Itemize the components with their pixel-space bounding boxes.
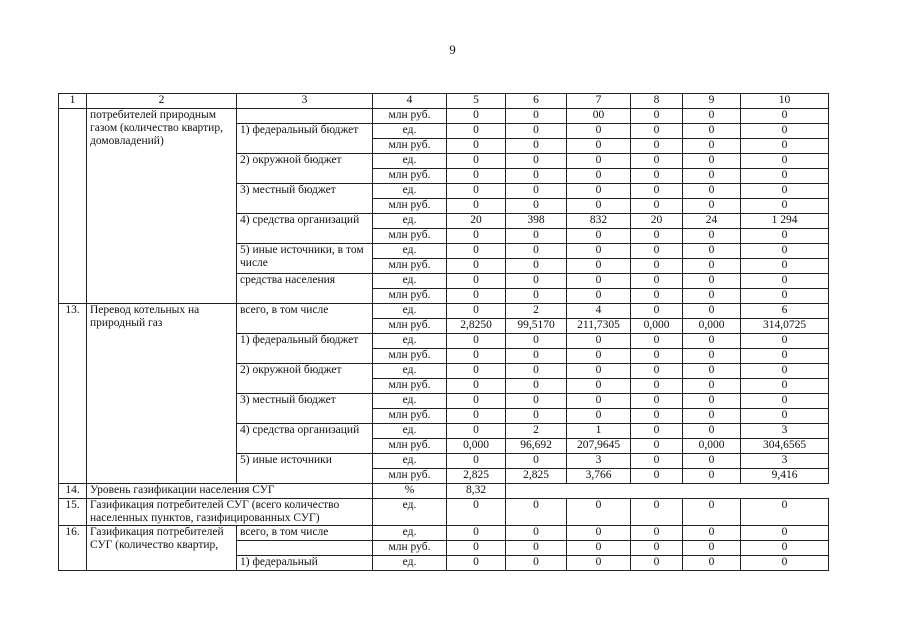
value-cell: 0 bbox=[741, 364, 829, 379]
value-cell: 0 bbox=[683, 109, 741, 124]
header-row bbox=[59, 94, 829, 109]
value-cell: 0 bbox=[567, 244, 631, 259]
value-cell: 0 bbox=[567, 526, 631, 541]
unit-cell: млн руб. bbox=[373, 109, 447, 124]
value-cell: 0 bbox=[567, 169, 631, 184]
value-cell: 0 bbox=[741, 556, 829, 571]
value-cell: 0 bbox=[683, 334, 741, 349]
column-header-5: 5 bbox=[447, 94, 506, 109]
value-cell: 0 bbox=[506, 541, 567, 556]
unit-cell: ед. bbox=[373, 556, 447, 571]
unit-cell: ед. bbox=[373, 214, 447, 229]
value-cell: 0 bbox=[567, 259, 631, 274]
value-cell: 0,000 bbox=[683, 319, 741, 334]
row-number: 14. bbox=[59, 484, 87, 499]
value-cell: 0 bbox=[506, 109, 567, 124]
value-cell: 832 bbox=[567, 214, 631, 229]
value-cell: 0 bbox=[506, 454, 567, 469]
row-number: 16. bbox=[59, 526, 87, 571]
table-row bbox=[59, 109, 829, 124]
unit-cell: млн руб. bbox=[373, 229, 447, 244]
value-cell: 0 bbox=[447, 274, 506, 289]
value-cell: 0 bbox=[567, 199, 631, 214]
unit-cell: млн руб. bbox=[373, 139, 447, 154]
unit-cell: ед. bbox=[373, 499, 447, 526]
value-cell: 0 bbox=[631, 424, 683, 439]
value-cell: 0 bbox=[567, 499, 631, 526]
value-cell: 0 bbox=[631, 364, 683, 379]
value-cell: 0 bbox=[506, 274, 567, 289]
value-cell: 0 bbox=[447, 124, 506, 139]
value-cell: 0 bbox=[506, 364, 567, 379]
value-cell: 0 bbox=[631, 139, 683, 154]
value-cell: 0 bbox=[447, 394, 506, 409]
unit-cell: млн руб. bbox=[373, 259, 447, 274]
value-cell: 0 bbox=[631, 394, 683, 409]
value-cell: 0 bbox=[683, 394, 741, 409]
value-cell: 0 bbox=[506, 394, 567, 409]
value-cell: 0 bbox=[741, 379, 829, 394]
value-cell: 0 bbox=[683, 169, 741, 184]
funding-source: 1) федеральный бюджет bbox=[237, 334, 373, 364]
value-cell: 0 bbox=[506, 259, 567, 274]
value-cell: 0 bbox=[631, 199, 683, 214]
value-cell: 0,000 bbox=[631, 319, 683, 334]
value-cell: 0 bbox=[683, 499, 741, 526]
column-header-9: 9 bbox=[683, 94, 741, 109]
value-cell: 0 bbox=[506, 199, 567, 214]
table-row bbox=[59, 499, 829, 526]
value-cell: 0 bbox=[506, 229, 567, 244]
value-cell: 0 bbox=[447, 229, 506, 244]
value-cell: 0 bbox=[683, 244, 741, 259]
unit-cell: ед. bbox=[373, 124, 447, 139]
value-cell: 0 bbox=[683, 556, 741, 571]
funding-source bbox=[237, 109, 373, 124]
value-cell: 0 bbox=[506, 556, 567, 571]
funding-source: 1) федеральный bbox=[237, 556, 373, 571]
column-header-8: 8 bbox=[631, 94, 683, 109]
value-cell: 0 bbox=[447, 109, 506, 124]
value-cell: 0 bbox=[631, 154, 683, 169]
value-cell: 0 bbox=[741, 541, 829, 556]
value-cell: 0 bbox=[447, 154, 506, 169]
value-cell: 0 bbox=[447, 364, 506, 379]
funding-source: 3) местный бюджет bbox=[237, 394, 373, 424]
value-cell: 0 bbox=[506, 499, 567, 526]
funding-source: 5) иные источники bbox=[237, 454, 373, 484]
value-cell: 2,825 bbox=[506, 469, 567, 484]
value-cell: 0 bbox=[741, 199, 829, 214]
row-indicator-name: Уровень газификации населения СУГ bbox=[87, 484, 373, 499]
value-cell: 0 bbox=[741, 526, 829, 541]
value-cell: 0 bbox=[506, 379, 567, 394]
value-cell: 3 bbox=[741, 424, 829, 439]
value-cell: 0 bbox=[741, 154, 829, 169]
value-cell: 0 bbox=[506, 169, 567, 184]
value-cell: 0 bbox=[683, 289, 741, 304]
value-cell: 0 bbox=[631, 229, 683, 244]
column-header-4: 4 bbox=[373, 94, 447, 109]
value-cell: 0 bbox=[683, 469, 741, 484]
value-cell: 0 bbox=[506, 409, 567, 424]
value-cell: 0 bbox=[631, 124, 683, 139]
unit-cell: млн руб. bbox=[373, 541, 447, 556]
funding-source: 1) федеральный бюджет bbox=[237, 124, 373, 154]
value-cell: 0 bbox=[683, 379, 741, 394]
unit-cell: ед. bbox=[373, 334, 447, 349]
value-cell: 0 bbox=[631, 454, 683, 469]
value-cell: 0 bbox=[741, 244, 829, 259]
unit-cell: ед. bbox=[373, 184, 447, 199]
value-cell: 0 bbox=[631, 541, 683, 556]
value-cell: 0 bbox=[447, 349, 506, 364]
value-cell: 0 bbox=[683, 424, 741, 439]
unit-cell: млн руб. bbox=[373, 319, 447, 334]
value-cell: 0 bbox=[447, 541, 506, 556]
value-cell: 0 bbox=[506, 124, 567, 139]
value-cell: 20 bbox=[447, 214, 506, 229]
value-cell: 0 bbox=[683, 349, 741, 364]
value-cell: 0 bbox=[447, 334, 506, 349]
value-cell: 96,692 bbox=[506, 439, 567, 454]
value-cell: 0 bbox=[447, 304, 506, 319]
unit-cell: ед. bbox=[373, 154, 447, 169]
value-cell: 2 bbox=[506, 304, 567, 319]
unit-cell: ед. bbox=[373, 454, 447, 469]
unit-cell: ед. bbox=[373, 526, 447, 541]
value-cell: 1 bbox=[567, 424, 631, 439]
column-header-10: 10 bbox=[741, 94, 829, 109]
value-cell: 0 bbox=[631, 259, 683, 274]
value-cell: 0 bbox=[741, 334, 829, 349]
funding-source: всего, в том числе bbox=[237, 304, 373, 334]
value-cell: 4 bbox=[567, 304, 631, 319]
unit-cell: ед. bbox=[373, 424, 447, 439]
value-cell: 0 bbox=[683, 454, 741, 469]
value-cell: 0 bbox=[741, 499, 829, 526]
page-number: 9 bbox=[449, 42, 456, 57]
value-cell: 0 bbox=[567, 139, 631, 154]
value-cell: 0 bbox=[741, 289, 829, 304]
unit-cell: ед. bbox=[373, 394, 447, 409]
table-row bbox=[59, 526, 829, 541]
column-header-6: 6 bbox=[506, 94, 567, 109]
value-cell: 0 bbox=[631, 184, 683, 199]
value-cell: 398 bbox=[506, 214, 567, 229]
value-cell: 0 bbox=[567, 394, 631, 409]
row-indicator-name: Газификация потребителей СУГ (количество квартир, bbox=[87, 526, 237, 571]
row-number: 13. bbox=[59, 304, 87, 484]
value-cell: 0 bbox=[741, 349, 829, 364]
value-cell: 207,9645 bbox=[567, 439, 631, 454]
column-header-7: 7 bbox=[567, 94, 631, 109]
value-cell: 0 bbox=[506, 349, 567, 364]
unit-cell: млн руб. bbox=[373, 289, 447, 304]
funding-source: 5) иные источники, в том числе bbox=[237, 244, 373, 274]
value-cell: 0 bbox=[631, 274, 683, 289]
value-cell: 0 bbox=[683, 154, 741, 169]
row-indicator-name: Перевод котельных на природный газ bbox=[87, 304, 237, 484]
value-cell: 0 bbox=[631, 556, 683, 571]
unit-cell: млн руб. bbox=[373, 409, 447, 424]
value-cell: 0 bbox=[567, 409, 631, 424]
value-cell: 0 bbox=[447, 184, 506, 199]
value-cell: 314,0725 bbox=[741, 319, 829, 334]
table-row bbox=[59, 304, 829, 319]
value-cell: 3,766 bbox=[567, 469, 631, 484]
row-indicator-name: Газификация потребителей СУГ (всего количество населенных пунктов, газифицированных СУГ) bbox=[87, 499, 373, 526]
funding-source bbox=[237, 541, 373, 556]
value-cell: 3 bbox=[741, 454, 829, 469]
value-cell: 9,416 bbox=[741, 469, 829, 484]
funding-source: 2) окружной бюджет bbox=[237, 364, 373, 394]
value-cell: 0 bbox=[447, 556, 506, 571]
value-cell: 0 bbox=[631, 244, 683, 259]
value-cell: 0 bbox=[567, 184, 631, 199]
table-row bbox=[59, 484, 829, 499]
value-cell: 0 bbox=[741, 259, 829, 274]
value-cell: 0 bbox=[447, 454, 506, 469]
value-cell: 0 bbox=[683, 184, 741, 199]
value-cell: 0 bbox=[567, 556, 631, 571]
value-cell: 0 bbox=[567, 229, 631, 244]
unit-cell: млн руб. bbox=[373, 349, 447, 364]
value-cell: 0 bbox=[683, 124, 741, 139]
value-cell: 0 bbox=[741, 229, 829, 244]
unit-cell: ед. bbox=[373, 304, 447, 319]
value-cell: 0 bbox=[631, 349, 683, 364]
value-cell: 0 bbox=[741, 274, 829, 289]
value-cell: 2,8250 bbox=[447, 319, 506, 334]
value-cell: 1 294 bbox=[741, 214, 829, 229]
row-number bbox=[59, 109, 87, 304]
value-cell: 0 bbox=[447, 499, 506, 526]
value-cell: 0 bbox=[631, 334, 683, 349]
value-cell: 6 bbox=[741, 304, 829, 319]
value-cell: 0 bbox=[741, 139, 829, 154]
value-cell: 0 bbox=[506, 154, 567, 169]
value-cell: 0 bbox=[447, 289, 506, 304]
value-cell: 0,000 bbox=[447, 439, 506, 454]
value-cell: 0 bbox=[631, 379, 683, 394]
value-cell: 0 bbox=[447, 244, 506, 259]
funding-source: 4) средства организаций bbox=[237, 214, 373, 244]
column-header-1: 1 bbox=[59, 94, 87, 109]
value-cell: 0 bbox=[447, 259, 506, 274]
unit-cell: млн руб. bbox=[373, 199, 447, 214]
value-cell: 99,5170 bbox=[506, 319, 567, 334]
value-cell: 0 bbox=[631, 169, 683, 184]
value-cell: 0 bbox=[683, 229, 741, 244]
column-header-2: 2 bbox=[87, 94, 237, 109]
value-cell: 0 bbox=[567, 334, 631, 349]
value-cell: 0 bbox=[447, 199, 506, 214]
value-cell: 0 bbox=[506, 289, 567, 304]
value-cell: 0 bbox=[741, 109, 829, 124]
value-cell: 0 bbox=[741, 124, 829, 139]
gasification-table bbox=[58, 93, 829, 571]
value-cell: 0 bbox=[741, 169, 829, 184]
value-cell: 0 bbox=[567, 124, 631, 139]
value-cell: 0 bbox=[506, 526, 567, 541]
value-cell: 0 bbox=[567, 274, 631, 289]
value-cell: 0 bbox=[567, 364, 631, 379]
funding-source: средства населения bbox=[237, 274, 373, 304]
value-cell: 0 bbox=[741, 394, 829, 409]
unit-cell: млн руб. bbox=[373, 469, 447, 484]
value-cell: 0 bbox=[683, 274, 741, 289]
funding-source: 2) окружной бюджет bbox=[237, 154, 373, 184]
value-cell: 0 bbox=[741, 184, 829, 199]
funding-source: всего, в том числе bbox=[237, 526, 373, 541]
funding-source: 3) местный бюджет bbox=[237, 184, 373, 214]
value-cell: 0 bbox=[447, 139, 506, 154]
value-cell: 2,825 bbox=[447, 469, 506, 484]
value-cell: 0 bbox=[447, 526, 506, 541]
value-cell: 00 bbox=[567, 109, 631, 124]
funding-source: 4) средства организаций bbox=[237, 424, 373, 454]
value-cell: 0 bbox=[631, 109, 683, 124]
value-cell: 0 bbox=[506, 139, 567, 154]
value-cell: 0 bbox=[683, 541, 741, 556]
value-cell: 0 bbox=[567, 349, 631, 364]
value-cell: 0 bbox=[741, 409, 829, 424]
value-cell: 0 bbox=[447, 424, 506, 439]
value-cell: 0 bbox=[631, 439, 683, 454]
value-cell: 0 bbox=[683, 199, 741, 214]
value-cell: 0 bbox=[506, 334, 567, 349]
value-cell: 0 bbox=[631, 304, 683, 319]
value-cell: 0 bbox=[631, 499, 683, 526]
value-cell: 0 bbox=[567, 289, 631, 304]
value-cell: 0 bbox=[567, 541, 631, 556]
value-cell: 3 bbox=[567, 454, 631, 469]
value-cell: 0 bbox=[631, 469, 683, 484]
value-cell: 0 bbox=[683, 526, 741, 541]
value-cell: 0 bbox=[683, 259, 741, 274]
value-cell: 8,32 bbox=[447, 484, 506, 499]
value-cell: 0 bbox=[683, 304, 741, 319]
unit-cell: млн руб. bbox=[373, 169, 447, 184]
value-cell: 0 bbox=[631, 526, 683, 541]
value-cell: 0 bbox=[683, 409, 741, 424]
value-cell: 211,7305 bbox=[567, 319, 631, 334]
value-cell: 0 bbox=[567, 379, 631, 394]
value-cell: 304,6565 bbox=[741, 439, 829, 454]
value-cell: 0 bbox=[567, 154, 631, 169]
value-cell: 0 bbox=[631, 289, 683, 304]
value-cell: 0 bbox=[447, 409, 506, 424]
value-cell: 0,000 bbox=[683, 439, 741, 454]
value-cell: 2 bbox=[506, 424, 567, 439]
value-cell: 0 bbox=[683, 364, 741, 379]
value-cell: 24 bbox=[683, 214, 741, 229]
row-indicator-name: потребителей природным газом (количество квартир, домовладений) bbox=[87, 109, 237, 304]
value-cell: 0 bbox=[631, 409, 683, 424]
row-number: 15. bbox=[59, 499, 87, 526]
unit-cell: ед. bbox=[373, 364, 447, 379]
value-cell: 0 bbox=[506, 244, 567, 259]
value-cell: 0 bbox=[683, 139, 741, 154]
unit-cell: млн руб. bbox=[373, 439, 447, 454]
value-cell: 0 bbox=[447, 169, 506, 184]
value-cell: 0 bbox=[506, 184, 567, 199]
unit-cell: ед. bbox=[373, 244, 447, 259]
unit-cell: млн руб. bbox=[373, 379, 447, 394]
unit-cell: % bbox=[373, 484, 447, 499]
value-cell: 0 bbox=[447, 379, 506, 394]
unit-cell: ед. bbox=[373, 274, 447, 289]
column-header-3: 3 bbox=[237, 94, 373, 109]
value-cell: 20 bbox=[631, 214, 683, 229]
